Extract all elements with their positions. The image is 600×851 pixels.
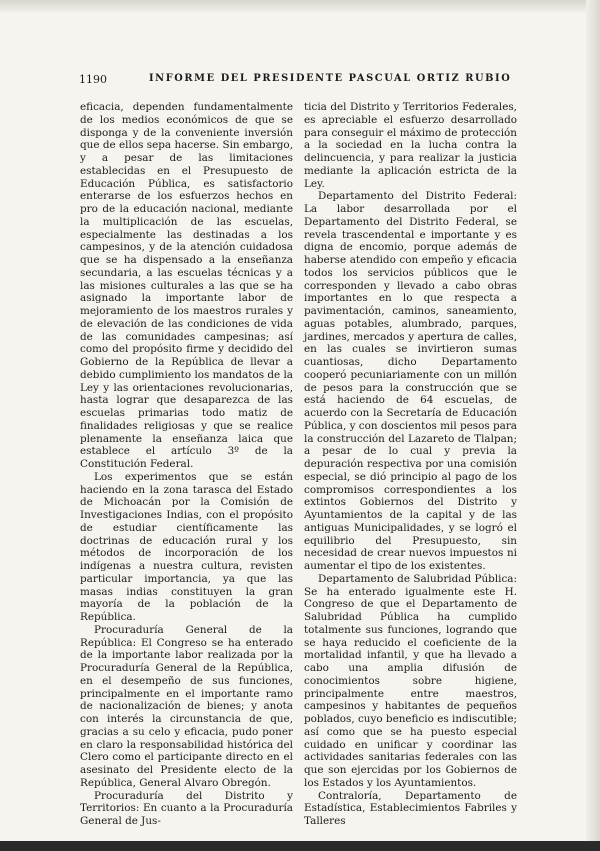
- paragraph: Contraloría, Departamento de Estadística, Establecimientos Fabriles y Talleres: [304, 789, 517, 827]
- page-header: [79, 73, 524, 87]
- paragraph: eficacia, dependen fundamentalmente de los medios económicos de que se disponga y de la conveniente inversión que de ellos sepa hacerse. Sin embargo, y a pesar de las limitaciones establecidas en el Presupuesto de Educación Pública, es satisfactorio enterarse de los esfuerzos hechos en pro de la educación nacional, mediante la multiplicación de las escuelas, especialmente las destinadas a los campesinos, y de la atención cuidadosa que se ha dispensado a la enseñanza secundaria, a las escuelas técnicas y a las misiones culturales a las que se ha asignado la importante labor de mejoramiento de los maestros rurales y de elevación de las condiciones de vida de las comunidades campesinas; así como del propósito firme y decidido del Gobierno de la República de llevar a debido cumplimiento los mandatos de la Ley y las orientaciones revolucionarias, hasta lograr que desaparezca de las escuelas primarias todo matiz de finalidades religiosas y que se realice plenamente la enseñanza laica que establece el artículo 3º de la Constitución Federal.: [80, 101, 293, 470]
- paragraph: ticia del Distrito y Territorios Federales, es apreciable el esfuerzo desarrollado para conseguir el máximo de protección a la sociedad en la lucha contra la delincuencia, y para realizar la justicia mediante la aplicación estricta de la Ley.: [304, 101, 517, 190]
- paragraph: Departamento del Distrito Federal: La labor desarrollada por el Departamento del Distrito Federal, se revela trascendental e importante y es digna de encomio, porque además de haberse atendido con empeño y eficacia todos los servicios públicos que le corresponden y llevado a cabo obras importantes en lo que respecta a pavimentación, caminos, saneamiento, aguas potables, alumbrado, parques, jardines, mercados y apertura de calles, en las cuales se invirtieron sumas cuantiosas, dicho Departamento cooperó pecuniariamente con un millón de pesos para la construcción que se está haciendo de 64 escuelas, de acuerdo con la Secretaría de Educación Pública, y con doscientos mil pesos para la construcción del Lazareto de Tlalpan; a pesar de lo cual y previa la depuración respectiva por una comisión especial, se dió principio al pago de los compromisos correspondientes a los extintos Gobiernos del Distrito y Ayuntamientos de la capital y de las antiguas Municipalidades, y se logró el equilibrio del Presupuesto, sin necesidad de crear nuevos impuestos ni aumentar el tipo de los existentes.: [304, 190, 517, 572]
- running-title: INFORME DEL PRESIDENTE PASCUAL ORTIZ RUBIO: [149, 73, 512, 84]
- paragraph: Procuraduría General de la República: El Congreso se ha enterado de la importante labor realizada por la Procuraduría General de la República, en el desempeño de sus funciones, principalmente en el importante ramo de nacionalización de bienes; y anota con interés la circunstancia de que, gracias a su celo y eficacia, pudo poner en claro la responsabilidad histórica del Clero como el participante directo en el asesinato del Presidente electo de la República, General Alvaro Obregón.: [80, 623, 293, 789]
- scan-bottom-edge: [0, 841, 600, 851]
- page-number: 1190: [79, 73, 107, 86]
- paragraph: Procuraduría del Distrito y Territorios: En cuanto a la Procuraduría General de Jus-: [80, 789, 293, 827]
- scan-right-edge: [586, 0, 600, 851]
- paragraph: Departamento de Salubridad Pública: Se ha enterado igualmente este H. Congreso de que el Departamento de Salubridad Pública ha cumplido totalmente sus funciones, logrando que se haya reducido el coeficiente de la mortalidad infantil, y que ha llevado a cabo una amplia difusión de conocimientos sobre higiene, principalmente entre maestros, campesinos y habitantes de pequeños poblados, cuyo beneficio es indiscutible; así como que se ha puesto especial cuidado en unificar y coordinar las actividades sanitarias federales con las que son ejercidas por los Gobiernos de los Estados y los Ayuntamientos.: [304, 572, 517, 789]
- paragraph: Los experimentos que se están haciendo en la zona tarasca del Estado de Michoacán por la Comisión de Investigaciones Indias, con el propósito de estudiar científicamente las doctrinas de educación rural y los métodos de incorporación de los indígenas a nuestra cultura, revisten particular importancia, ya que las masas indias constituyen la gran mayoría de la población de la República.: [80, 470, 293, 623]
- right-column: [304, 101, 517, 828]
- left-column: [80, 101, 293, 828]
- scan-top-edge: [0, 0, 600, 12]
